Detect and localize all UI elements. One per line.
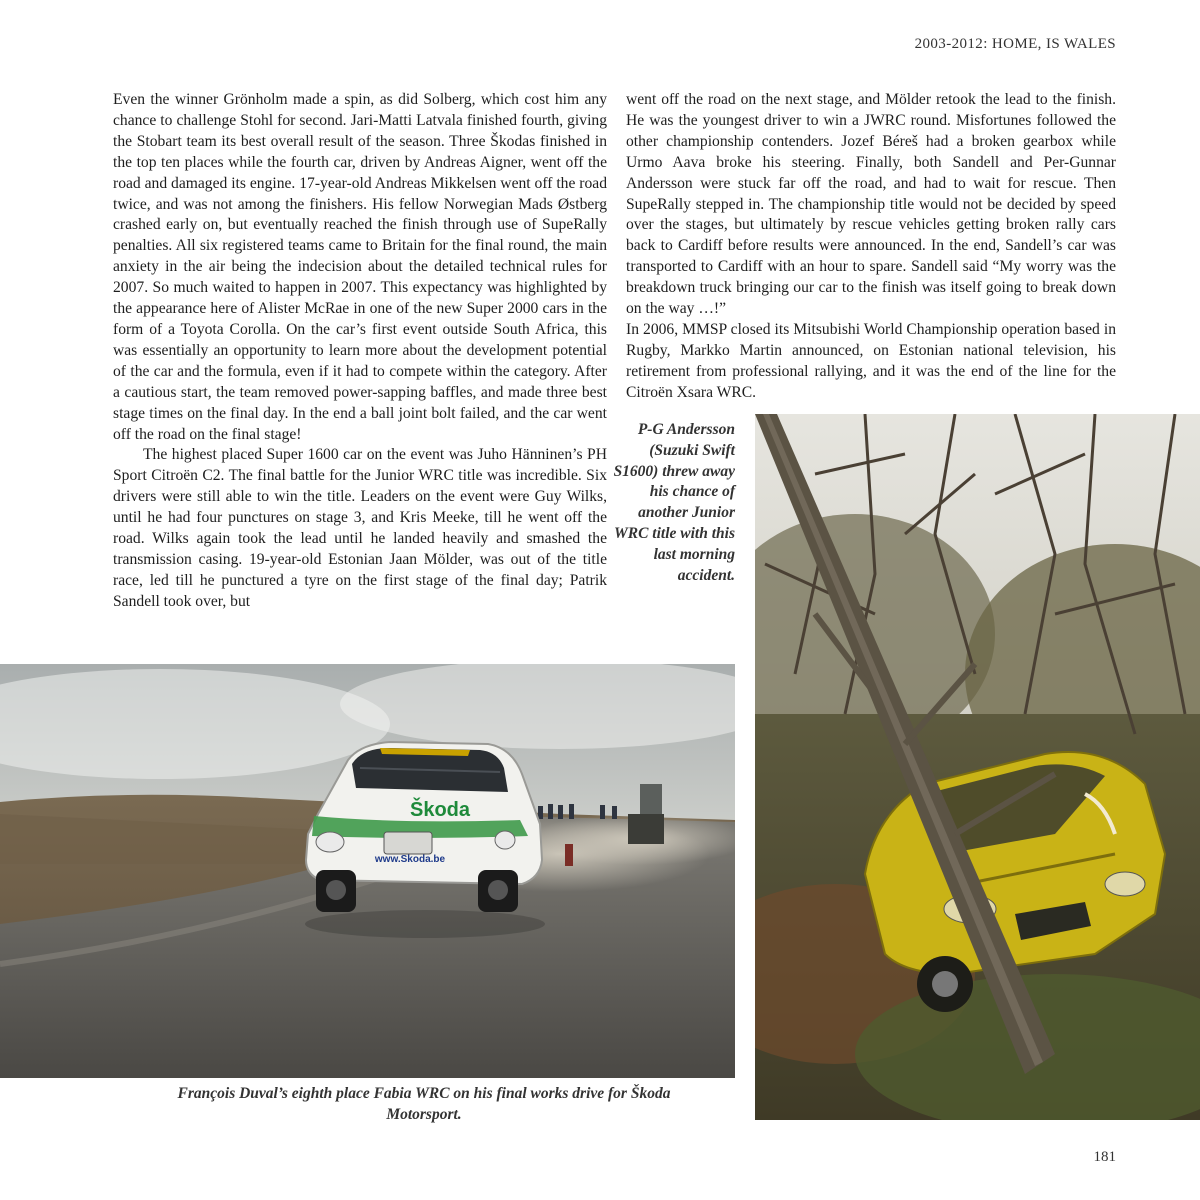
- livery-url: www.Škoda.be: [374, 854, 446, 865]
- photo-fabia-wrc: [0, 664, 735, 1078]
- fabia-photo-illustration: [0, 664, 735, 1078]
- text-column-right: [626, 90, 1116, 404]
- vehicle-dark: [628, 814, 664, 844]
- suzuki-photo-illustration: [755, 414, 1200, 1120]
- paragraph: Even the winner Grönholm made a spin, as did Solberg, which cost him any chance to challenge Stohl for second. Jari-Matti Latvala finished fourth, giving the Stobart team its best overall result of the season. Three Škodas finished in the top ten places while the fourth car, driven by Andreas Aigner, went off the road and damaged its engine. 17-year-old Andreas Mikkelsen went off the road twice, and was not among the finishers. His fellow Norwegian Mads Østberg crashed early on, but eventually reached the finish through use of SupeRally penalties. All six registered teams came to Britain for the final round, the main anxiety in the air being the indecision about the detailed technical rules for 2007. So much waited to happen in 2007. This expectancy was highlighted by the appearance here of Alister McRae in one of the new Super 2000 cars in the form of a Toyota Corolla. On the car’s first event outside South Africa, this was essentially an opportunity to learn more about the development potential of the car and the formula, even if it had to compete within the category. After a cautious start, the team removed power-sapping baffles, and made three best stage times on the final day. In the end a ball joint bolt failed, and the car went off the road on the final stage!: [113, 91, 607, 443]
- page-number: 181: [1093, 1149, 1116, 1165]
- paragraph: The highest placed Super 1600 car on the event was Juho Hänninen’s PH Sport Citroën C2. The final battle for the Junior WRC title was incredible. Six drivers were still able to win the title. Leaders on the event were Guy Wilks, until he had four punctures on stage 3, and Kris Meeke, till he went off the road. Wilks again took the lead until he landed heavily and smashed the transmission casing. 19-year-old Estonian Jaan Mölder, was out of the title race, led till he punctured a tyre on the first stage of the final day; Patrik Sandell took over, but: [113, 446, 607, 610]
- paragraph: went off the road on the next stage, and Mölder retook the lead to the finish. He was the youngest driver to win a JWRC round. Misfortunes followed the other championship contenders. Jozef Béreš had a broken gearbox while Urmo Aava broke his steering. Finally, both Sandell and Per-Gunnar Andersson were stuck far off the road, and had to wait for rescue. Then SupeRally stepped in. The championship title would not be decided by speed over the stages, but ultimately by rescue vehicles getting broken rally cars back to Cardiff before results were announced. In the end, Sandell’s car was transported to Cardiff with an hour to spare. Sandell said “My worry was the breakdown truck bringing our car to the finish was itself going to break down on the way …!”: [626, 91, 1116, 318]
- photo-caption-fabia: François Duval’s eighth place Fabia WRC on his final works drive for Škoda Motorsport.: [177, 1085, 671, 1123]
- livery-text: Škoda: [409, 799, 471, 821]
- photo-caption-suzuki: P-G Andersson (Suzuki Swift S1600) threw away his chance of another Junior WRC title with this last morning accident.: [613, 421, 735, 584]
- running-head: 2003-2012: HOME, IS WALES: [914, 36, 1116, 52]
- text-column-left: [113, 90, 607, 613]
- paragraph: In 2006, MMSP closed its Mitsubishi World Championship operation based in Rugby, Markko Martin announced, on Estonian national television, his retirement from professional rallying, and it was the end of the line for the Citroën Xsara WRC.: [626, 320, 1116, 401]
- marshal: [565, 844, 573, 866]
- photo-suzuki-swift: [755, 414, 1200, 1120]
